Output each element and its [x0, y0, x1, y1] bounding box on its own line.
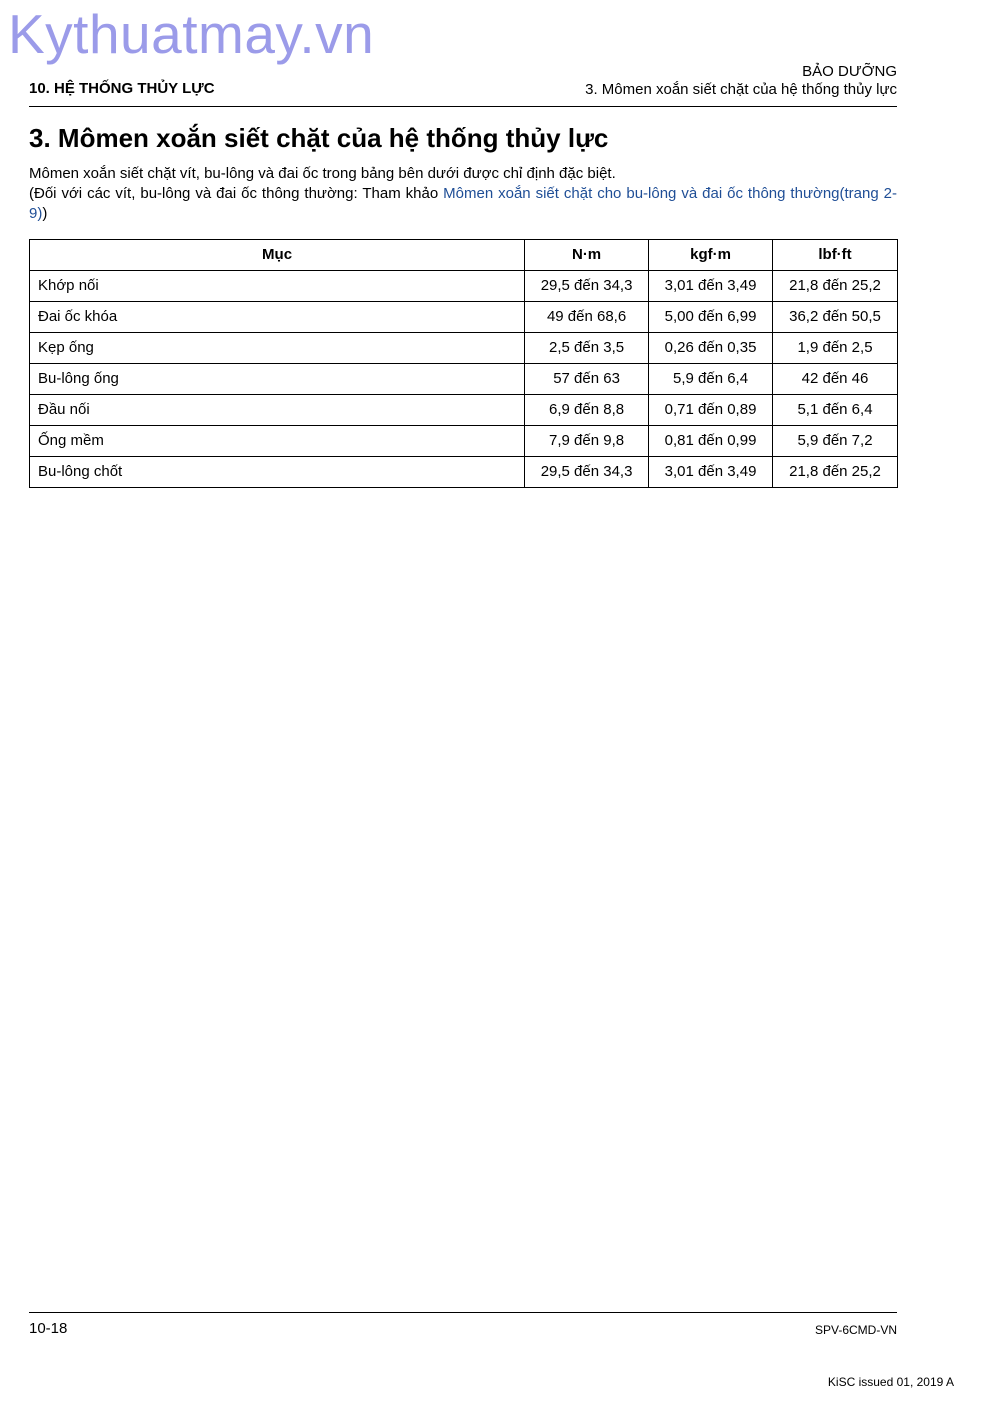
cell-nm: 49 đến 68,6 [525, 302, 649, 333]
issue-note: KiSC issued 01, 2019 A [827, 1375, 954, 1389]
chapter-title: 10. HỆ THỐNG THỦY LỰC [29, 80, 215, 97]
cell-kgfm: 0,26 đến 0,35 [649, 333, 773, 364]
intro-line-2-prefix: (Đối với các vít, bu-lông và đai ốc thông thường: Tham khảo [29, 185, 444, 202]
section-top-label: BẢO DƯỠNG [802, 63, 897, 80]
cell-item: Đầu nối [30, 395, 525, 426]
table-header-row [30, 240, 898, 271]
cell-kgfm: 3,01 đến 3,49 [649, 271, 773, 302]
intro-line-2-suffix: ) [42, 205, 48, 222]
cell-lbfft: 21,8 đến 25,2 [773, 457, 898, 488]
cell-item: Khớp nối [30, 271, 525, 302]
table-row [30, 395, 898, 426]
table-row [30, 364, 898, 395]
cell-item: Bu-lông ống [30, 364, 525, 395]
cell-nm: 2,5 đến 3,5 [525, 333, 649, 364]
cell-nm: 29,5 đến 34,3 [525, 271, 649, 302]
header-divider [29, 106, 897, 107]
cell-lbfft: 5,9 đến 7,2 [773, 426, 898, 457]
cell-item: Đai ốc khóa [30, 302, 525, 333]
cell-lbfft: 36,2 đến 50,5 [773, 302, 898, 333]
cell-item: Ống mềm [30, 426, 525, 457]
torque-table [29, 239, 898, 488]
cell-kgfm: 5,9 đến 6,4 [649, 364, 773, 395]
cell-kgfm: 5,00 đến 6,99 [649, 302, 773, 333]
column-header-lbfft: lbf·ft [773, 240, 898, 271]
cell-nm: 29,5 đến 34,3 [525, 457, 649, 488]
watermark-logo: Kythuatmay.vn [8, 3, 375, 65]
cell-nm: 57 đến 63 [525, 364, 649, 395]
footer-divider [29, 1312, 897, 1313]
table-row [30, 333, 898, 364]
table-row [30, 302, 898, 333]
cell-lbfft: 1,9 đến 2,5 [773, 333, 898, 364]
cell-kgfm: 0,71 đến 0,89 [649, 395, 773, 426]
cell-lbfft: 5,1 đến 6,4 [773, 395, 898, 426]
cell-item: Bu-lông chốt [30, 457, 525, 488]
column-header-item: Mục [30, 240, 525, 271]
column-header-kgfm: kgf·m [649, 240, 773, 271]
section-sub-label: 3. Mômen xoắn siết chặt của hệ thống thủy lực [585, 81, 897, 98]
cell-kgfm: 0,81 đến 0,99 [649, 426, 773, 457]
column-header-nm: N·m [525, 240, 649, 271]
intro-line-1: Mômen xoắn siết chặt vít, bu-lông và đai ốc trong bảng bên dưới được chỉ định đặc biệt. [29, 165, 616, 182]
page-number: 10-18 [29, 1320, 68, 1337]
intro-text [29, 164, 897, 224]
cell-lbfft: 42 đến 46 [773, 364, 898, 395]
section-header [585, 63, 897, 99]
intro-line-2 [29, 184, 897, 224]
reference-link[interactable]: Mômen xoắn siết chặt cho bu-lông và đai ốc thông thường(trang 2-9) [29, 185, 897, 222]
document-code: SPV-6CMD-VN [814, 1323, 897, 1337]
cell-nm: 6,9 đến 8,8 [525, 395, 649, 426]
table-row [30, 457, 898, 488]
cell-lbfft: 21,8 đến 25,2 [773, 271, 898, 302]
cell-item: Kẹp ống [30, 333, 525, 364]
table-row [30, 426, 898, 457]
cell-kgfm: 3,01 đến 3,49 [649, 457, 773, 488]
cell-nm: 7,9 đến 9,8 [525, 426, 649, 457]
page-title: 3. Mômen xoắn siết chặt của hệ thống thủy lực [29, 123, 609, 153]
table-row [30, 271, 898, 302]
